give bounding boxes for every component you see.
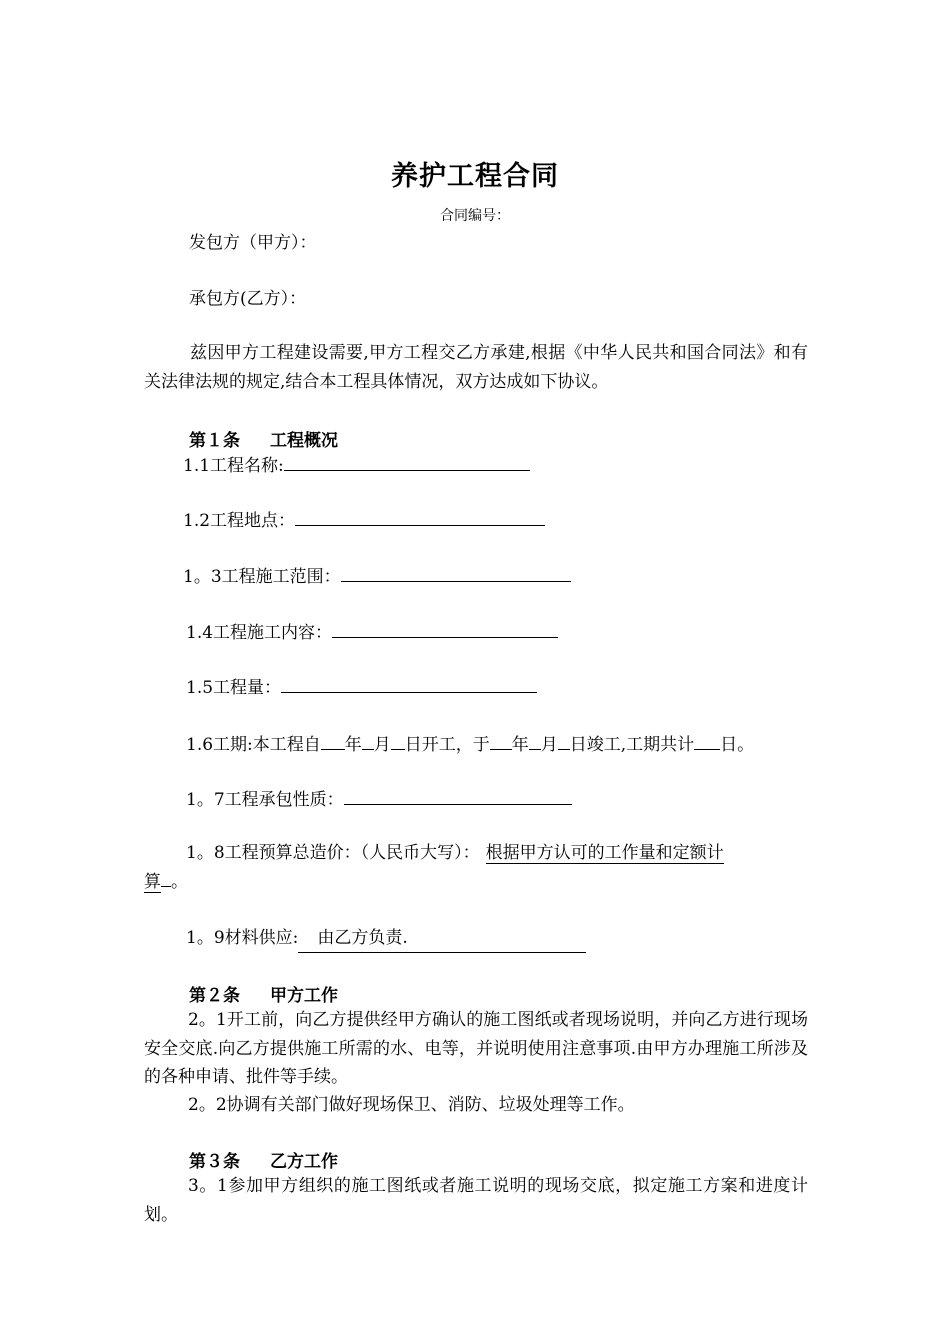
item-1-5	[186, 672, 537, 702]
budget-value-line-1: 根据甲方认可的工作量和定额计	[485, 843, 724, 863]
party-b-label: 承包方(乙方）：	[189, 289, 307, 309]
construction-content-blank	[332, 617, 558, 638]
item-1-8-continued	[144, 868, 188, 896]
budget-value-end: 。	[171, 872, 188, 892]
article-1-heading	[189, 426, 338, 451]
total-days-blank	[694, 729, 720, 750]
item-1-6-text-6: 月	[540, 735, 558, 755]
article-3-para-1: 3。1参加甲方组织的施工图纸或者施工说明的现场交底，拟定施工方案和进度计划。	[144, 1176, 808, 1225]
start-day-blank	[391, 729, 405, 750]
item-1-8	[186, 839, 724, 867]
end-month-blank	[529, 729, 541, 750]
article-2-para-1: 2。1开工前，向乙方提供经甲方确认的施工图纸或者现场说明，并向乙方进行现场安全交底.向乙方提供施工所需的水、电等，并说明使用注意事项.由甲方办理施工所涉及的各种申请、批件等手续。	[144, 1010, 808, 1087]
item-1-6-text-1: 1.6工期:本工程自	[186, 735, 321, 755]
item-1-5-label: 1.5工程量：	[186, 678, 282, 698]
item-1-3-label: 1。3工程施工范围：	[183, 567, 341, 587]
budget-value-line-2: 算	[144, 872, 161, 892]
article-3-title: 乙方工作	[270, 1152, 338, 1172]
article-2-para-2: 2。2协调有关部门做好现场保卫、消防、垃圾处理等工作。	[188, 1095, 635, 1115]
item-1-2	[183, 505, 545, 535]
item-1-6	[186, 729, 754, 759]
item-1-6-text-3: 月	[373, 735, 391, 755]
start-month-blank	[362, 729, 374, 750]
article-1-title: 工程概况	[270, 431, 338, 451]
party-a-label: 发包方（甲方）：	[189, 233, 317, 253]
preamble: 兹因甲方工程建设需要,甲方工程交乙方承建,根据《中华人民共和国合同法》和有关法律法规的规定,结合本工程具体情况，双方达成如下协议。	[144, 343, 808, 392]
contract-number-label: 合同编号：	[440, 208, 510, 224]
article-2-number: 第２条	[189, 986, 240, 1006]
item-1-2-label: 1.2工程地点：	[183, 511, 296, 531]
item-1-4	[186, 617, 558, 647]
document-title: 养护工程合同	[391, 161, 559, 192]
start-year-blank	[321, 729, 345, 750]
item-1-6-text-8: 日。	[720, 735, 755, 755]
item-1-6-text-4: 日开工，于	[404, 735, 490, 755]
contract-nature-blank	[344, 784, 572, 805]
project-location-blank	[295, 505, 545, 526]
project-name-blank	[284, 450, 530, 471]
item-1-3	[183, 561, 571, 591]
item-1-7	[186, 784, 572, 814]
article-3-heading	[189, 1147, 338, 1172]
material-supply-value: 由乙方负责.	[298, 924, 586, 953]
end-day-blank	[558, 729, 570, 750]
article-1-number: 第１条	[189, 431, 240, 451]
item-1-8-label: 1。8工程预算总造价：（人民币大写）：	[186, 843, 480, 863]
article-2-heading	[189, 981, 338, 1006]
item-1-1-label: 1.1工程名称:	[183, 456, 284, 476]
item-1-6-text-7: 日竣工,工期共计	[569, 735, 695, 755]
article-3-number: 第３条	[189, 1152, 240, 1172]
construction-scope-blank	[341, 561, 571, 582]
item-1-4-label: 1.4工程施工内容：	[186, 623, 333, 643]
budget-value-underline-tail	[161, 886, 171, 887]
item-1-6-text-2: 年	[344, 735, 362, 755]
end-year-blank	[490, 729, 512, 750]
item-1-1	[183, 450, 530, 480]
item-1-6-text-5: 年	[511, 735, 529, 755]
item-1-9	[186, 924, 586, 953]
quantity-blank	[281, 672, 537, 693]
article-2-title: 甲方工作	[270, 986, 338, 1006]
item-1-7-label: 1。7工程承包性质：	[186, 790, 344, 810]
item-1-9-label: 1。9材料供应:	[186, 928, 299, 948]
